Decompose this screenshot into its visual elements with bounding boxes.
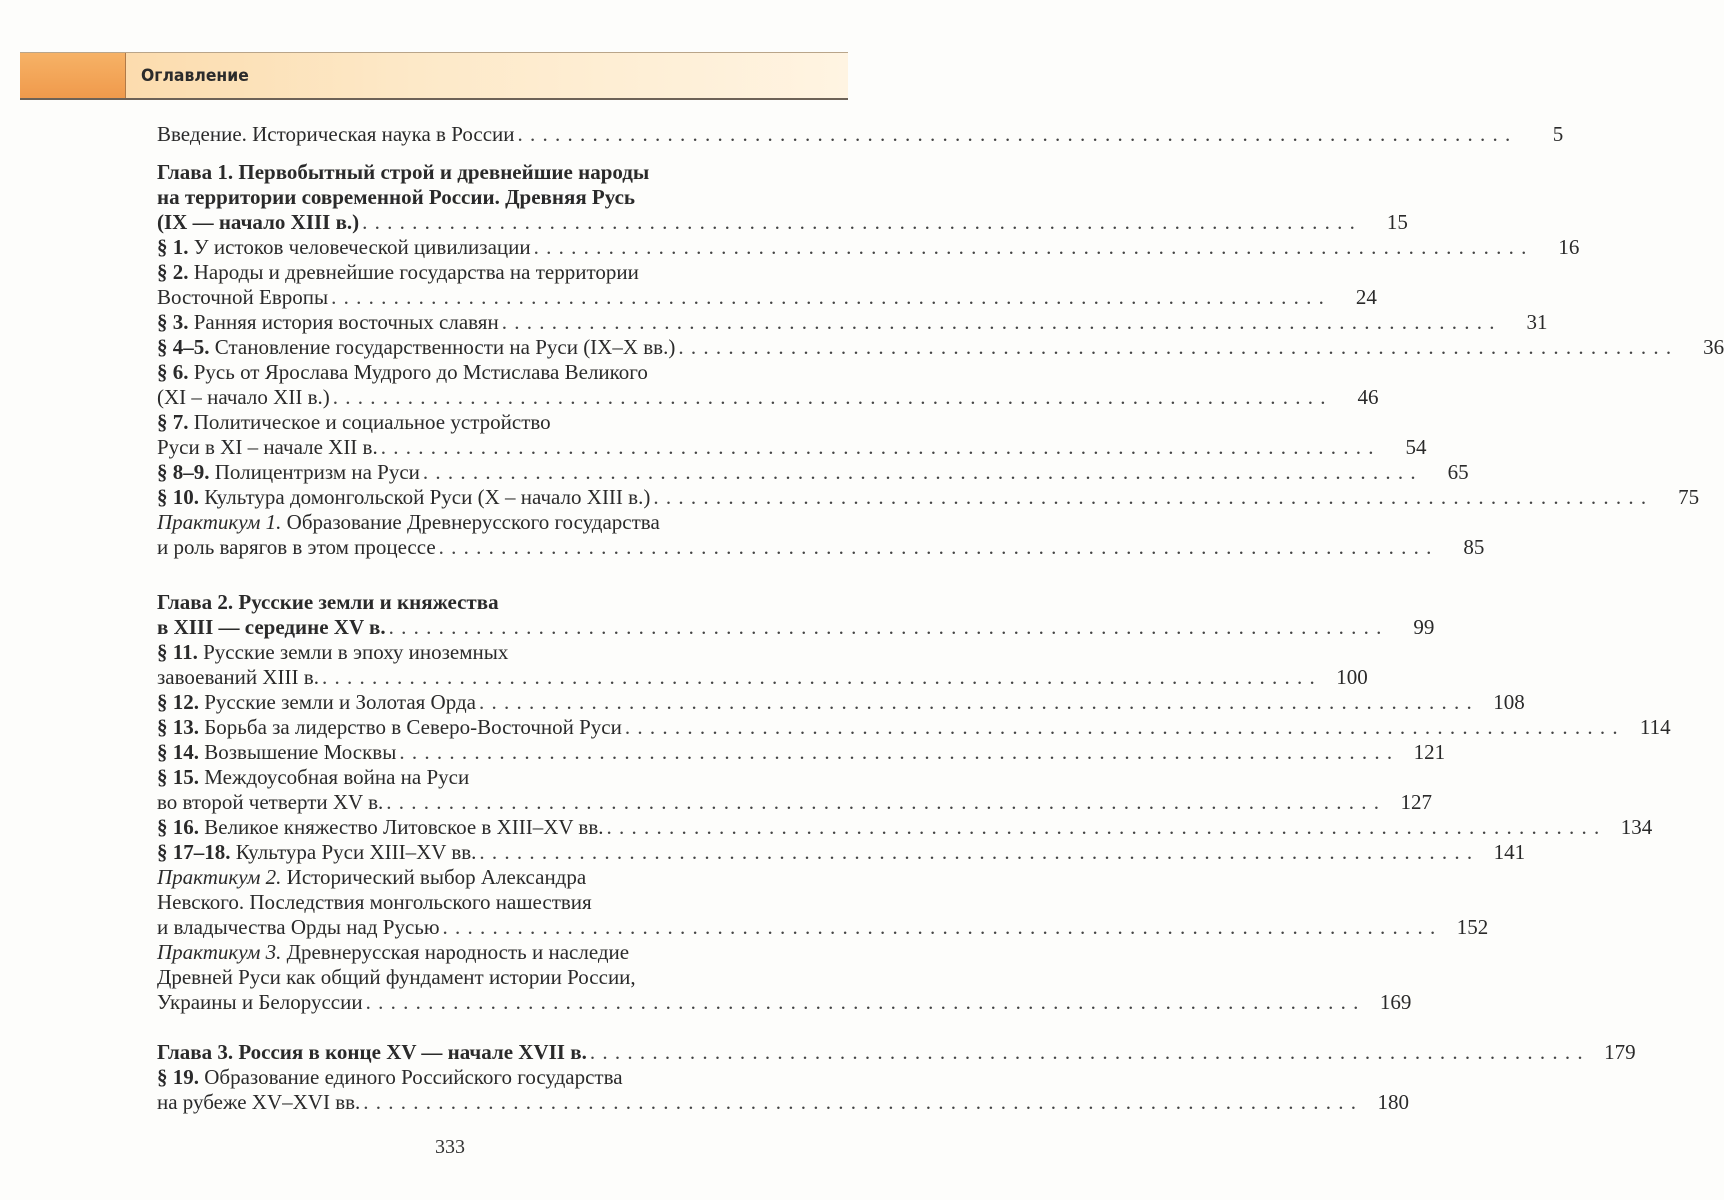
- entry-title-line: Политическое и социальное устройство: [193, 410, 551, 434]
- toc-line: [157, 940, 834, 965]
- entry-title-line: Образование единого Российского государства: [204, 1065, 623, 1089]
- toc-entry-para[interactable]: [157, 360, 1379, 410]
- toc-line: [157, 160, 834, 185]
- entry-title-line: завоеваний XIII в.: [157, 665, 319, 689]
- entry-title-line: Полицентризм на Руси: [214, 460, 420, 484]
- entry-text: [157, 890, 592, 915]
- page-ref[interactable]: 114: [1639, 715, 1671, 739]
- page-ref[interactable]: 16: [1558, 235, 1580, 259]
- entry-text: [157, 865, 586, 890]
- toc-line: [157, 1090, 1410, 1115]
- dot-leader: . . . . . . . . . . . . . . . . . . . . . . . . . . . . . . . . . . . . . . . . . . . . . . . . . . . . . . . . . . . . . . . . . . . . . . . . . . . . . . . .: [422, 460, 1417, 484]
- dot-leader: . . . . . . . . . . . . . . . . . . . . . . . . . . . . . . . . . . . . . . . . . . . . . . . . . . . . . . . . . . . . . . . . . . . . . . . . . . . . . . . .: [533, 235, 1528, 259]
- page-ref[interactable]: 108: [1493, 690, 1525, 714]
- entry-text: [157, 665, 319, 690]
- dot-leader: . . . . . . . . . . . . . . . . . . . . . . . . . . . . . . . . . . . . . . . . . . . . . . . . . . . . . . . . . . . . . . . . . . . . . . . . . . . . . . . .: [479, 840, 1474, 864]
- toc-line: [157, 890, 834, 915]
- toc-header-bar: [20, 52, 848, 100]
- entry-number: § 15.: [157, 765, 199, 789]
- toc-line: [157, 460, 1469, 485]
- page-ref[interactable]: 15: [1386, 210, 1408, 234]
- entry-title-line: Образование Древнерусского государства: [286, 510, 660, 534]
- entry-text: [157, 1090, 360, 1115]
- entry-title-line: на рубеже XV–XVI вв.: [157, 1090, 361, 1114]
- entry-number: § 7.: [157, 410, 189, 434]
- entry-text: [157, 915, 440, 940]
- toc-line: [157, 122, 1564, 147]
- entry-text: [157, 815, 604, 840]
- entry-number: Практикум 1.: [157, 510, 282, 534]
- dot-leader: . . . . . . . . . . . . . . . . . . . . . . . . . . . . . . . . . . . . . . . . . . . . . . . . . . . . . . . . . . . . . . . . . . . . . . . . . . . . . . . .: [321, 665, 1316, 689]
- page-ref[interactable]: 46: [1357, 385, 1379, 409]
- toc-line: [157, 1065, 834, 1090]
- entry-text: [157, 185, 635, 210]
- entry-number: § 13.: [157, 715, 199, 739]
- dot-leader: . . . . . . . . . . . . . . . . . . . . . . . . . . . . . . . . . . . . . . . . . . . . . . . . . . . . . . . . . . . . . . . . . . . . . . . . . . . . . . . .: [517, 122, 1512, 146]
- dot-leader: . . . . . . . . . . . . . . . . . . . . . . . . . . . . . . . . . . . . . . . . . . . . . . . . . . . . . . . . . . . . . . . . . . . . . . . . . . . . . . . .: [388, 615, 1383, 639]
- entry-text: [157, 260, 639, 285]
- toc-entry-chapter[interactable]: [157, 590, 1435, 640]
- entry-text: [157, 740, 396, 765]
- toc-line: [157, 210, 1408, 235]
- entry-text: [157, 965, 636, 990]
- entry-title-line: Русские земли в эпоху иноземных: [203, 640, 509, 664]
- entry-text: [157, 510, 660, 535]
- entry-number: § 16.: [157, 815, 199, 839]
- entry-text: [157, 940, 629, 965]
- page-ref[interactable]: 179: [1604, 1040, 1636, 1064]
- toc-line: [157, 360, 834, 385]
- entry-text: [157, 690, 476, 715]
- entry-text: [157, 285, 328, 310]
- page-ref[interactable]: 65: [1447, 460, 1469, 484]
- toc-line: [157, 915, 1489, 940]
- entry-title-line: Становление государственности на Руси (IX–X вв.): [214, 335, 676, 359]
- table-of-contents: [157, 122, 1724, 1115]
- toc-entry-para[interactable]: [157, 640, 1368, 690]
- page-ref[interactable]: 134: [1620, 815, 1653, 839]
- toc-entry-para[interactable]: [157, 310, 1548, 335]
- entry-number: § 6.: [157, 360, 189, 384]
- page-ref[interactable]: 152: [1456, 915, 1489, 939]
- page-ref[interactable]: 36: [1703, 335, 1724, 359]
- entry-text: [157, 235, 531, 260]
- toc-line: [157, 815, 1653, 840]
- entry-text: [157, 435, 378, 460]
- entry-title-line: Восточной Европы: [157, 285, 329, 309]
- toc-line: [157, 640, 834, 665]
- dot-leader: . . . . . . . . . . . . . . . . . . . . . . . . . . . . . . . . . . . . . . . . . . . . . . . . . . . . . . . . . . . . . . . . . . . . . . . . . . . . . . . .: [478, 690, 1473, 714]
- entry-text: [157, 122, 515, 147]
- dot-leader: . . . . . . . . . . . . . . . . . . . . . . . . . . . . . . . . . . . . . . . . . . . . . . . . . . . . . . . . . . . . . . . . . . . . . . . . . . . . . . . .: [442, 915, 1437, 939]
- entry-number: § 4–5.: [157, 335, 210, 359]
- dot-leader: . . . . . . . . . . . . . . . . . . . . . . . . . . . . . . . . . . . . . . . . . . . . . . . . . . . . . . . . . . . . . . . . . . . . . . . . . . . . . . . .: [653, 485, 1648, 509]
- dot-leader: . . . . . . . . . . . . . . . . . . . . . . . . . . . . . . . . . . . . . . . . . . . . . . . . . . . . . . . . . . . . . . . . . . . . . . . . . . . . . . . .: [501, 310, 1496, 334]
- dot-leader: . . . . . . . . . . . . . . . . . . . . . . . . . . . . . . . . . . . . . . . . . . . . . . . . . . . . . . . . . . . . . . . . . . . . . . . . . . . . . . . .: [331, 285, 1325, 309]
- entry-text: [157, 160, 649, 185]
- entry-title-line: во второй четверти XV в.: [157, 790, 384, 814]
- toc-line: [157, 765, 834, 790]
- entry-number: § 14.: [157, 740, 199, 764]
- dot-leader: . . . . . . . . . . . . . . . . . . . . . . . . . . . . . . . . . . . . . . . . . . . . . . . . . . . . . . . . . . . . . . . . . . . . . . . . . . . . . . . .: [624, 715, 1619, 739]
- toc-entry-para[interactable]: [157, 690, 1525, 715]
- toc-entry-para[interactable]: [157, 840, 1526, 865]
- toc-line: [157, 535, 1485, 560]
- dot-leader: . . . . . . . . . . . . . . . . . . . . . . . . . . . . . . . . . . . . . . . . . . . . . . . . . . . . . . . . . . . . . . . . . . . . . . . . . . . . . . . .: [589, 1040, 1584, 1064]
- toc-entry-para[interactable]: [157, 460, 1469, 485]
- toc-line: [157, 715, 1671, 740]
- entry-text: [157, 990, 363, 1015]
- entry-title-line: Глава 1. Первобытный строй и древнейшие народы: [157, 160, 650, 184]
- entry-title-line: Глава 3. Россия в конце XV — начале XVII в.: [157, 1040, 587, 1064]
- page-ref[interactable]: 169: [1379, 990, 1412, 1014]
- page-title: Оглавление: [141, 65, 249, 86]
- toc-entry-plain[interactable]: [157, 122, 1564, 147]
- toc-line: [157, 185, 834, 210]
- toc-line: [157, 865, 834, 890]
- entry-text: [157, 460, 420, 485]
- entry-text: [157, 485, 650, 510]
- page-ref[interactable]: 121: [1413, 740, 1446, 764]
- entry-text: [157, 1040, 587, 1065]
- page-ref[interactable]: 180: [1377, 1090, 1410, 1114]
- dot-leader: . . . . . . . . . . . . . . . . . . . . . . . . . . . . . . . . . . . . . . . . . . . . . . . . . . . . . . . . . . . . . . . . . . . . . . . . . . . . . . . .: [380, 435, 1375, 459]
- entry-title-line: Культура домонгольской Руси (X – начало XIII в.): [204, 485, 651, 509]
- entry-title-line: и роль варягов в этом процессе: [157, 535, 436, 559]
- toc-line: [157, 990, 1412, 1015]
- page-ref[interactable]: 31: [1526, 310, 1548, 334]
- page-ref[interactable]: 100: [1336, 665, 1368, 689]
- page-ref[interactable]: 75: [1678, 485, 1700, 509]
- entry-number: Практикум 3.: [157, 940, 282, 964]
- entry-title-line: Введение. Историческая наука в России: [157, 122, 515, 146]
- dot-leader: . . . . . . . . . . . . . . . . . . . . . . . . . . . . . . . . . . . . . . . . . . . . . . . . . . . . . . . . . . . . . . . . . . . . . . . . . . . . . . . .: [606, 815, 1601, 839]
- entry-title-line: Русь от Ярослава Мудрого до Мстислава Великого: [193, 360, 648, 384]
- toc-entry-para[interactable]: [157, 765, 1432, 815]
- toc-entry-para[interactable]: [157, 335, 1724, 360]
- entry-text: [157, 840, 476, 865]
- entry-number: § 12.: [157, 690, 199, 714]
- entry-number: § 8–9.: [157, 460, 210, 484]
- entry-text: [157, 1065, 623, 1090]
- toc-entry-practicum[interactable]: [157, 865, 1489, 940]
- toc-entry-practicum[interactable]: [157, 940, 1412, 1015]
- entry-text: [157, 765, 469, 790]
- toc-line: [157, 965, 834, 990]
- toc-line: [157, 590, 834, 615]
- dot-leader: . . . . . . . . . . . . . . . . . . . . . . . . . . . . . . . . . . . . . . . . . . . . . . . . . . . . . . . . . . . . . . . . . . . . . . . . . . . . . . . .: [332, 385, 1327, 409]
- toc-line: [157, 385, 1379, 410]
- header-band: [126, 53, 848, 98]
- entry-text: [157, 615, 386, 640]
- toc-line: [157, 260, 834, 285]
- entry-number: § 17–18.: [157, 840, 231, 864]
- entry-title-line: Возвышение Москвы: [204, 740, 397, 764]
- entry-title-line: У истоков человеческой цивилизации: [193, 235, 531, 259]
- toc-line: [157, 285, 1377, 310]
- toc-line: [157, 435, 1427, 460]
- entry-number: § 10.: [157, 485, 199, 509]
- toc-entry-practicum[interactable]: [157, 510, 1485, 560]
- entry-title-line: Украины и Белоруссии: [157, 990, 363, 1014]
- toc-entry-chapter[interactable]: [157, 1040, 1636, 1065]
- toc-line: [157, 410, 834, 435]
- toc-line: [157, 335, 1724, 360]
- toc-entry-para[interactable]: [157, 235, 1580, 260]
- entry-number: Практикум 2.: [157, 865, 282, 889]
- dot-leader: . . . . . . . . . . . . . . . . . . . . . . . . . . . . . . . . . . . . . . . . . . . . . . . . . . . . . . . . . . . . . . . . . . . . . . . . . . . . . . . .: [438, 535, 1433, 559]
- entry-text: [157, 310, 499, 335]
- toc-entry-para[interactable]: [157, 815, 1653, 840]
- header-accent-tab: [20, 53, 126, 98]
- entry-title-line: Древней Руси как общий фундамент истории России,: [157, 965, 636, 989]
- entry-number: § 19.: [157, 1065, 199, 1089]
- toc-entry-para[interactable]: [157, 485, 1700, 510]
- toc-entry-para[interactable]: [157, 260, 1377, 310]
- entry-text: [157, 715, 622, 740]
- toc-entry-para[interactable]: [157, 1065, 1410, 1115]
- entry-title-line: на территории современной России. Древняя Русь: [157, 185, 636, 209]
- toc-line: [157, 510, 834, 535]
- entry-title-line: Руси в XI – начале XII в.: [157, 435, 378, 459]
- page-ref[interactable]: 141: [1493, 840, 1526, 864]
- entry-text: [157, 790, 383, 815]
- entry-number: § 2.: [157, 260, 189, 284]
- toc-line: [157, 665, 1368, 690]
- dot-leader: . . . . . . . . . . . . . . . . . . . . . . . . . . . . . . . . . . . . . . . . . . . . . . . . . . . . . . . . . . . . . . . . . . . . . . . . . . . . . . . .: [678, 335, 1673, 359]
- dot-leader: . . . . . . . . . . . . . . . . . . . . . . . . . . . . . . . . . . . . . . . . . . . . . . . . . . . . . . . . . . . . . . . . . . . . . . . . . . . . . . . .: [363, 1090, 1358, 1114]
- toc-line: [157, 235, 1580, 260]
- page-ref[interactable]: 85: [1463, 535, 1485, 559]
- entry-text: [157, 335, 675, 360]
- entry-text: [157, 210, 359, 235]
- toc-line: [157, 615, 1435, 640]
- dot-leader: . . . . . . . . . . . . . . . . . . . . . . . . . . . . . . . . . . . . . . . . . . . . . . . . . . . . . . . . . . . . . . . . . . . . . . . . . . . . . . . .: [386, 790, 1380, 814]
- entry-number: § 11.: [157, 640, 198, 664]
- toc-line: [157, 485, 1700, 510]
- entry-text: [157, 360, 648, 385]
- toc-line: [157, 690, 1525, 715]
- entry-text: [157, 410, 551, 435]
- entry-title-line: Великое княжество Литовское в XIII–XV вв.: [204, 815, 604, 839]
- toc-entry-para[interactable]: [157, 410, 1427, 460]
- entry-title-line: Глава 2. Русские земли и княжества: [157, 590, 499, 614]
- entry-title-line: (IX — начало XIII в.): [157, 210, 360, 234]
- page-ref[interactable]: 99: [1413, 615, 1435, 639]
- entry-number: § 1.: [157, 235, 189, 259]
- page-number: 333: [435, 1136, 465, 1158]
- toc-line: [157, 740, 1446, 765]
- toc-entry-para[interactable]: [157, 740, 1446, 765]
- toc-entry-chapter[interactable]: [157, 160, 1408, 235]
- entry-title-line: Междоусобная война на Руси: [204, 765, 470, 789]
- toc-line: [157, 310, 1548, 335]
- toc-line: [157, 790, 1432, 815]
- entry-text: [157, 385, 330, 410]
- toc-line: [157, 840, 1526, 865]
- entry-title-line: в XIII — середине XV в.: [157, 615, 386, 639]
- entry-title-line: (XI – начало XII в.): [157, 385, 330, 409]
- dot-leader: . . . . . . . . . . . . . . . . . . . . . . . . . . . . . . . . . . . . . . . . . . . . . . . . . . . . . . . . . . . . . . . . . . . . . . . . . . . . . . . .: [362, 210, 1356, 234]
- dot-leader: . . . . . . . . . . . . . . . . . . . . . . . . . . . . . . . . . . . . . . . . . . . . . . . . . . . . . . . . . . . . . . . . . . . . . . . . . . . . . . . .: [399, 740, 1394, 764]
- dot-leader: . . . . . . . . . . . . . . . . . . . . . . . . . . . . . . . . . . . . . . . . . . . . . . . . . . . . . . . . . . . . . . . . . . . . . . . . . . . . . . . .: [365, 990, 1360, 1014]
- page-ref[interactable]: 54: [1405, 435, 1427, 459]
- entry-title-line: Древнерусская народность и наследие: [286, 940, 630, 964]
- entry-title-line: Русские земли и Золотая Орда: [204, 690, 476, 714]
- entry-text: [157, 590, 499, 615]
- entry-title-line: Культура Руси XIII–XV вв.: [235, 840, 477, 864]
- entry-title-line: и владычества Орды над Русью: [157, 915, 440, 939]
- toc-entry-para[interactable]: [157, 715, 1671, 740]
- entry-title-line: Исторический выбор Александра: [286, 865, 587, 889]
- page-ref[interactable]: 127: [1400, 790, 1432, 814]
- toc-line: [157, 1040, 1636, 1065]
- entry-title-line: Народы и древнейшие государства на территории: [193, 260, 639, 284]
- page-ref[interactable]: 24: [1355, 285, 1377, 309]
- entry-text: [157, 535, 436, 560]
- entry-number: § 3.: [157, 310, 189, 334]
- entry-title-line: Борьба за лидерство в Северо-Восточной Руси: [204, 715, 622, 739]
- entry-title-line: Ранняя история восточных славян: [193, 310, 499, 334]
- entry-text: [157, 640, 508, 665]
- page-ref[interactable]: 5: [1552, 122, 1564, 146]
- entry-title-line: Невского. Последствия монгольского нашествия: [157, 890, 592, 914]
